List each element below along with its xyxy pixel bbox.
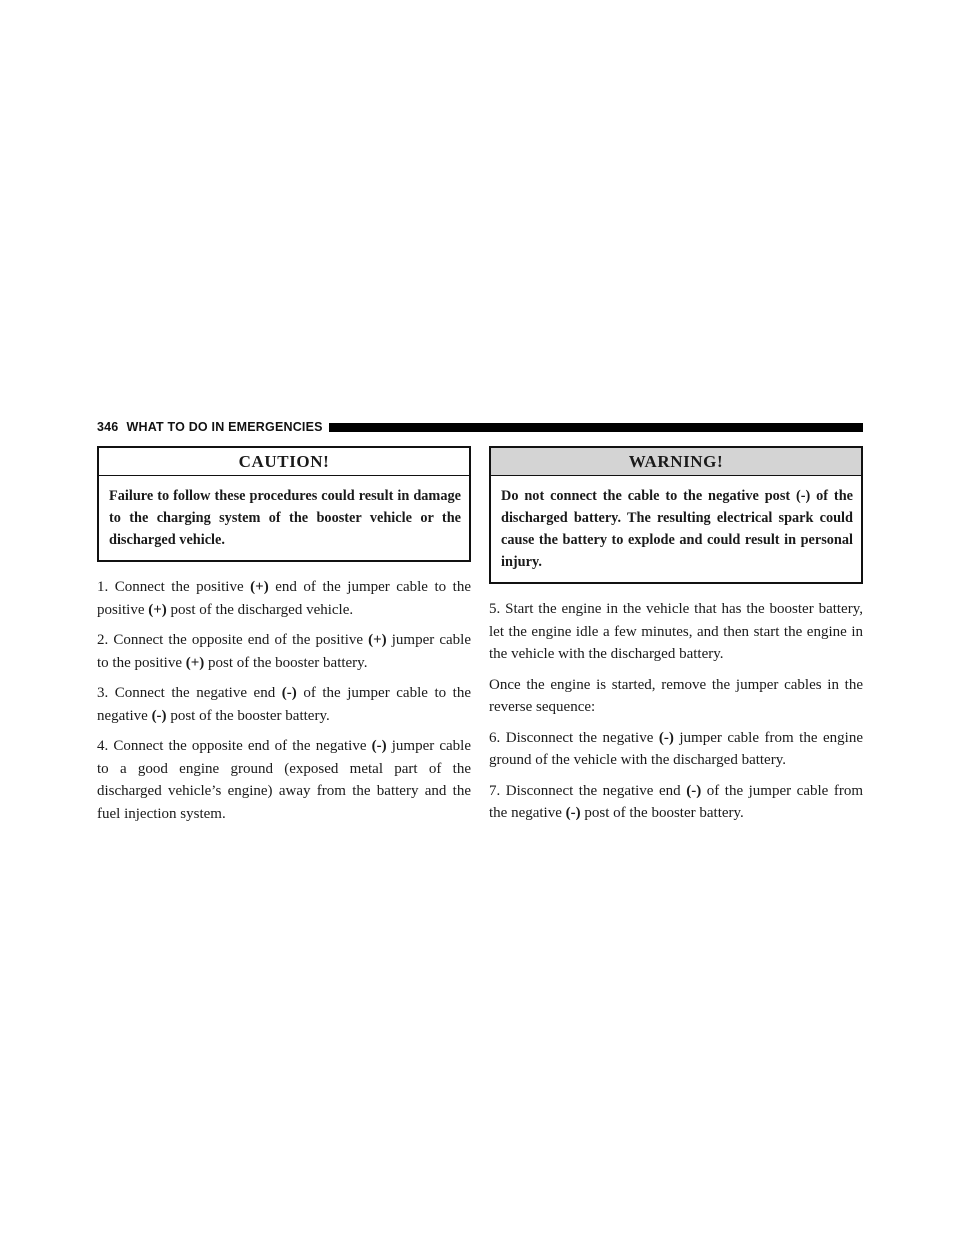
caution-box — [97, 446, 471, 562]
step-2: 2. Connect the opposite end of the positive (+) jumper cable to the positive (+) post of the booster battery. — [97, 632, 471, 671]
step-3: 3. Connect the negative end (-) of the jumper cable to the negative (-) post of the booster battery. — [97, 685, 471, 724]
step-6: 6. Disconnect the negative (-) jumper cable from the engine ground of the vehicle with the discharged battery. — [489, 729, 863, 768]
reverse-sequence-note: Once the engine is started, remove the jumper cables in the reverse sequence: — [489, 676, 863, 715]
warning-box — [489, 446, 863, 584]
header-rule — [329, 423, 863, 432]
warning-title: WARNING! — [491, 448, 861, 476]
caution-title: CAUTION! — [99, 448, 469, 476]
step-1: 1. Connect the positive (+) end of the jumper cable to the positive (+) post of the discharged vehicle. — [97, 579, 471, 618]
step-7: 7. Disconnect the negative end (-) of the jumper cable from the negative (-) post of the booster battery. — [489, 782, 863, 821]
page-number: 346 — [97, 420, 119, 434]
warning-text: Do not connect the cable to the negative post (-) of the discharged battery. The resulting electrical spark could cause the battery to explode and could result in personal injury. — [501, 488, 853, 570]
step-4: 4. Connect the opposite end of the negative (-) jumper cable to a good engine ground (exposed metal part of the discharged vehicle’s engine) away from the battery and the fuel injection system. — [97, 738, 471, 822]
step-5: 5. Start the engine in the vehicle that has the booster battery, let the engine idle a few minutes, and then start the engine in the vehicle with the discharged battery. — [489, 601, 863, 662]
section-title: WHAT TO DO IN EMERGENCIES — [126, 420, 323, 434]
left-column — [97, 446, 471, 833]
page-header — [97, 418, 863, 436]
caution-text: Failure to follow these procedures could result in damage to the charging system of the booster vehicle or the discharged vehicle. — [109, 488, 461, 548]
right-column — [489, 446, 863, 833]
